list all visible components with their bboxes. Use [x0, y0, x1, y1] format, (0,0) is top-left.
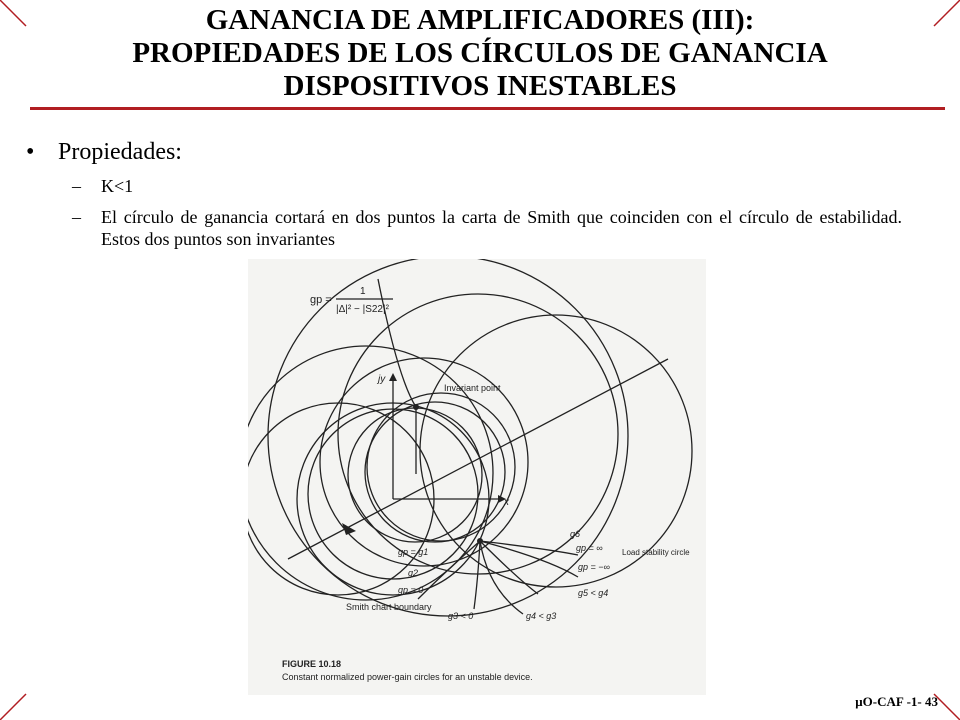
sub-item-text: K<1: [101, 176, 134, 196]
invariant-point-top: [413, 404, 419, 410]
label-gp-minf: gp = −∞: [578, 562, 610, 572]
formula-lhs: gp =: [310, 294, 332, 306]
gain-arc: [480, 541, 578, 555]
label-g4-lt-g3: g4 < g3: [526, 611, 557, 621]
label-gp-inf: gp = ∞: [576, 543, 603, 553]
gain-circles-diagram: [248, 259, 706, 695]
formula-numerator: 1: [360, 286, 366, 297]
gain-arc: [378, 279, 416, 407]
figure-caption-title: FIGURE 10.18: [282, 659, 342, 669]
title-line-1: GANANCIA DE AMPLIFICADORES (III):: [205, 4, 755, 36]
figure-caption-text: Constant normalized power-gain circles for an unstable device.: [282, 672, 533, 682]
sub-item-text: El círculo de ganancia cortará en dos puntos la carta de Smith que coinciden con el círculo de estabilidad. Estos dos puntos son invariantes: [101, 207, 902, 249]
invariant-point-label: Invariant point: [444, 383, 501, 393]
smith-chart-boundary-label: Smith chart boundary: [346, 602, 432, 612]
gain-circle: [348, 408, 482, 542]
dash-marker: –: [72, 176, 81, 196]
corner-decoration-bottom-left: [0, 690, 30, 720]
slide-footer: μO-CAF -1- 43: [855, 694, 938, 709]
gain-arc: [480, 541, 578, 577]
invariant-point-bottom: [477, 538, 483, 544]
slide-title: [0, 4, 960, 103]
label-gp-g1: gp = g1: [398, 547, 429, 557]
label-gp-0: gp = 0: [398, 585, 424, 595]
load-stability-label: Load stability circle: [622, 548, 690, 557]
x-axis-label: x: [504, 497, 509, 508]
sub-item-1: [72, 175, 902, 197]
gain-circle: [268, 259, 628, 616]
label-g3-lt-0: g3 < 0: [448, 611, 474, 621]
dash-marker: –: [72, 207, 81, 227]
title-line-2: PROPIEDADES DE LOS CÍRCULOS DE GANANCIA: [132, 37, 828, 69]
gain-circles-figure: [248, 259, 706, 695]
label-g6: g6: [570, 529, 581, 539]
bullet-marker: •: [26, 139, 35, 165]
label-g5-lt-g4: g5 < g4: [578, 588, 609, 598]
y-axis-arrowhead: [389, 373, 397, 381]
bullet-text: Propiedades:: [58, 139, 182, 165]
formula-denominator: |Δ|² − |S22|²: [336, 304, 389, 315]
bullet-item: [26, 138, 182, 166]
title-line-3: DISPOSITIVOS INESTABLES: [283, 70, 677, 102]
sub-item-2: [72, 206, 902, 250]
label-g2: g2: [408, 568, 419, 578]
title-divider: [30, 107, 945, 110]
y-axis-label: jy: [378, 374, 386, 385]
